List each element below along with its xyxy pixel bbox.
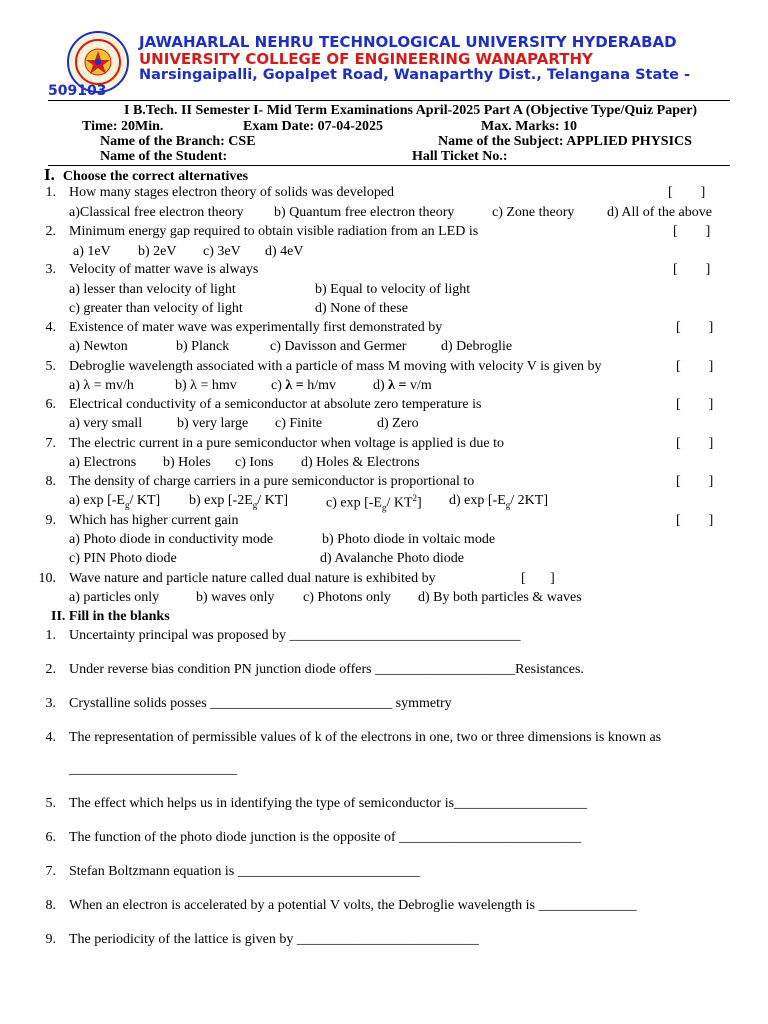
answer-bracket[interactable]: [ ] [676,397,714,412]
option-a: a) Photo diode in conductivity mode [69,532,274,547]
option-a: a) lesser than velocity of light [69,282,236,297]
section-1-title: Choose the correct alternatives [62,169,249,184]
option-d: d) All of the above [607,205,712,220]
hall-ticket-label: Hall Ticket No.: [412,149,508,164]
question-text: The density of charge carriers in a pure semiconductor is proportional to [69,474,475,489]
option-a: a) Newton [69,339,128,354]
exam-title: I B.Tech. II Semester I- Mid Term Examinations April-2025 Part A (Objective Type/Quiz Paper) [124,103,698,118]
option-c: c) Finite [275,416,323,431]
option-b: b) 2eV [138,244,177,259]
question-text: Electrical conductivity of a semiconductor at absolute zero temperature is [69,397,482,412]
question-number: 4. [45,320,56,335]
option-d: d) Avalanche Photo diode [320,551,464,566]
question-text: Which has higher current gain [69,513,239,528]
question-number: 9. [45,513,56,528]
option-c: c) Ions [235,455,274,470]
question-text: Minimum energy gap required to obtain visible radiation from an LED is [69,224,479,239]
option-d: d) $\exp [-E_g/$ 2KT] [449,493,548,510]
answer-bracket[interactable]: [ ] [673,262,711,277]
question-number: 8. [45,474,56,489]
option-a: a) particles only [69,590,160,605]
blank-question: The representation of permissible values of k of the electrons in one, two or three dimensions is known as [69,730,662,745]
section-1-roman: I. [44,165,55,184]
option-c: c) 3eV [203,244,241,259]
option-c: c) PIN Photo diode [69,551,177,566]
question-number: 6. [45,397,56,412]
question-number: 2. [45,224,56,239]
blank-number: 7. [45,864,56,879]
question-number: 1. [45,185,56,200]
option-d: d) Holes & Electrons [301,455,420,470]
blank-number: 1. [45,628,56,643]
blank-line[interactable]: ________________________ [69,762,237,777]
option-d: d) Zero [377,416,419,431]
section-1-heading [44,165,248,185]
option-b: b) Holes [163,455,211,470]
exam-subject: Name of the Subject: APPLIED PHYSICS [438,134,692,149]
option-a: a) 1eV [73,244,111,259]
exam-date: Exam Date: 07-04-2025 [243,119,383,134]
option-b: b) $\exp [-2E_g/$ KT] [189,493,288,510]
option-b: b) Equal to velocity of light [315,282,471,297]
question-number: 5. [45,359,56,374]
blank-number: 2. [45,662,56,677]
blank-number: 5. [45,796,56,811]
option-d: d) None of these [315,301,408,316]
answer-bracket[interactable]: [ ] [676,436,714,451]
student-name-label: Name of the Student: [100,149,228,164]
question-text: How many stages electron theory of solids was developed [69,185,395,200]
exam-max-marks: Max. Marks: 10 [481,119,578,134]
exam-time: Time: 20Min. [82,119,164,134]
university-name: JAWAHARLAL NEHRU TECHNOLOGICAL UNIVERSITY HYDERABAD [139,33,677,51]
option-b: b) λ = hmv [175,378,237,393]
blank-question[interactable]: Uncertainty principal was proposed by _________________________________ [69,628,521,643]
blank-question[interactable]: Stefan Boltzmann equation is __________________________ [69,864,420,879]
section-2-heading: II. Fill in the blanks [51,609,170,624]
option-d: d) By both particles & waves [418,590,582,605]
blank-number: 9. [45,932,56,947]
question-text: Debroglie wavelength associated with a particle of mass M moving with velocity V is given by [69,359,602,374]
blank-number: 6. [45,830,56,845]
option-c: c) greater than velocity of light [69,301,243,316]
college-name: UNIVERSITY COLLEGE OF ENGINEERING WANAPARTHY [139,50,593,68]
blank-number: 4. [45,730,56,745]
question-text: The electric current in a pure semiconductor when voltage is applied is due to [69,436,505,451]
option-b: b) waves only [196,590,275,605]
option-c: c) Zone theory [492,205,575,220]
answer-bracket[interactable]: [ ] [676,513,714,528]
option-a: a) Electrons [69,455,137,470]
question-text: Wave nature and particle nature called dual nature is exhibited by [69,571,436,586]
exam-branch: Name of the Branch: CSE [100,134,256,149]
option-c: c) $\exp [-E_g/$ $KT^2$] [326,493,422,513]
option-b: b) Planck [176,339,230,354]
option-d: d) Debroglie [441,339,513,354]
blank-question[interactable]: The function of the photo diode junction is the opposite of __________________________ [69,830,582,845]
answer-bracket[interactable]: [ ] [676,320,714,335]
option-c: c) Davisson and Germer [270,339,407,354]
option-b: b) Quantum free electron theory [274,205,455,220]
blank-question[interactable]: The periodicity of the lattice is given by __________________________ [69,932,479,947]
option-b: b) very large [177,416,249,431]
answer-bracket[interactable]: [ ] [676,359,714,374]
option-a: a) very small [69,416,143,431]
answer-bracket[interactable]: [ ] [521,571,555,586]
blank-number: 3. [45,696,56,711]
question-number: 3. [45,262,56,277]
question-number: 7. [45,436,56,451]
option-b: b) Photo diode in voltaic mode [322,532,496,547]
college-address: Narsingaipalli, Gopalpet Road, Wanaparthy Dist., Telangana State - [139,67,691,83]
page-header [0,0,768,100]
option-a: a) $\exp [-E_g/$ KT] [69,493,161,510]
question-text: Velocity of matter wave is always [69,262,259,277]
blank-question[interactable]: Under reverse bias condition PN junction diode offers ____________________Resistances. [69,662,584,677]
option-d: d) 4eV [265,244,304,259]
question-number: 10. [38,571,56,586]
college-pincode: 509103 [48,83,107,99]
blank-question[interactable]: Crystalline solids posses __________________________ symmetry [69,696,452,711]
option-c: c) Photons only [303,590,391,605]
answer-bracket[interactable]: [ ] [668,185,706,200]
blank-question[interactable]: The effect which helps us in identifying the type of semiconductor is___________________ [69,796,588,811]
answer-bracket[interactable]: [ ] [673,224,711,239]
option-c: c) λ = h/mv [271,378,337,393]
blank-question[interactable]: When an electron is accelerated by a potential V volts, the Debroglie wavelength is ______________ [69,898,637,913]
blank-number: 8. [45,898,56,913]
option-a: a) λ = mv/h [69,378,134,393]
option-a: a)Classical free electron theory [69,205,244,220]
answer-bracket[interactable]: [ ] [676,474,714,489]
header-divider [48,100,730,101]
option-d: d) λ = v/m [373,378,432,393]
question-text: Existence of mater wave was experimentally first demonstrated by [69,320,443,335]
